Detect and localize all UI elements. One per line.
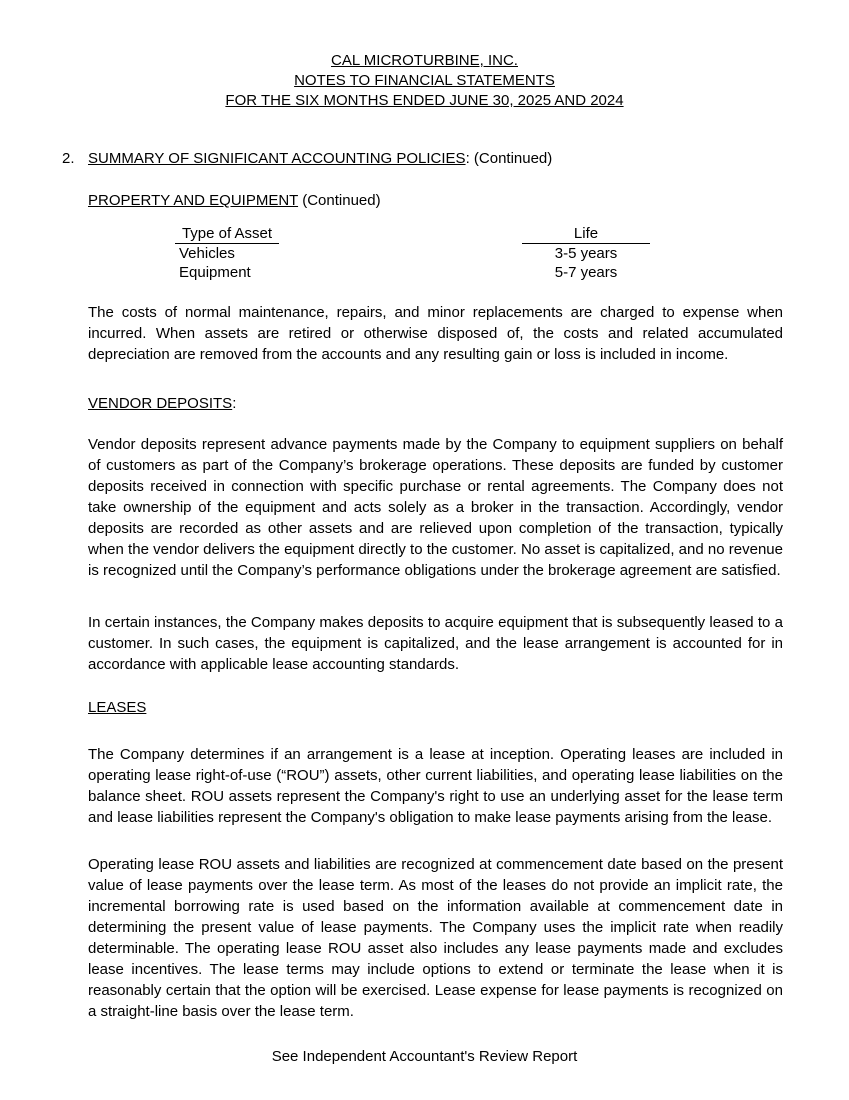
section-title: SUMMARY OF SIGNIFICANT ACCOUNTING POLICIES: (Continued) bbox=[88, 150, 553, 167]
document-body bbox=[62, 148, 783, 1022]
section-heading bbox=[62, 148, 783, 169]
table-header-row bbox=[175, 224, 783, 244]
column-header-type-of-asset: Type of Asset bbox=[175, 224, 279, 244]
review-report-footer: See Independent Accountant's Review Report bbox=[271, 1048, 578, 1065]
leases-paragraph-2: Operating lease ROU assets and liabilities are recognized at commencement date based on the present value of lease payments over the lease term. As most of the leases do not provide an implicit rate, the incremental borrowing rate is used based on the information available at commencement date in determining the present value of lease payments. The Company uses the implicit rate when readily determinable. The operating lease ROU asset also includes any lease payments made and excludes lease incentives. The lease terms may include options to extend or terminate the lease when it is reasonably certain that the option will be exercised. Lease expense for lease payments is recognized on a straight-line basis over the lease term. bbox=[88, 856, 783, 1020]
document-title: NOTES TO FINANCIAL STATEMENTS bbox=[294, 72, 555, 89]
maintenance-paragraph: The costs of normal maintenance, repairs, and minor replacements are charged to expense when incurred. When assets are retired or otherwise disposed of, the costs and related accumulated depreciation are removed from the accounts and any resulting gain or loss is included in income. bbox=[88, 304, 783, 363]
vendor-deposits-paragraph-2: In certain instances, the Company makes deposits to acquire equipment that is subsequently leased to a customer. In such cases, the equipment is capitalized, and the lease arrangement is accounted for in accordance with applicable lease accounting standards. bbox=[88, 614, 783, 673]
asset-life-table bbox=[175, 224, 783, 282]
period-line: FOR THE SIX MONTHS ENDED JUNE 30, 2025 AND 2024 bbox=[225, 92, 624, 109]
property-equipment-heading: PROPERTY AND EQUIPMENT (Continued) bbox=[88, 192, 381, 209]
life-cell: 3-5 years bbox=[554, 245, 618, 262]
company-name: CAL MICROTURBINE, INC. bbox=[331, 52, 518, 69]
asset-cell: Vehicles bbox=[179, 245, 235, 262]
life-cell: 5-7 years bbox=[554, 264, 618, 281]
vendor-deposits-paragraph-1: Vendor deposits represent advance payments made by the Company to equipment suppliers on behalf of customers as part of the Company’s brokerage operations. These deposits are funded by customer deposits received in connection with specific purchase or rental agreements. The Company does not take ownership of the equipment and acts solely as a broker in the transaction. Accordingly, vendor deposits are recorded as other assets and are relieved upon completion of the transaction, typically when the vendor delivers the equipment directly to the customer. No asset is capitalized, and no revenue is recognized until the Company’s performance obligations under the brokerage agreement are satisfied. bbox=[88, 436, 783, 579]
leases-heading: LEASES bbox=[88, 699, 147, 716]
table-row bbox=[175, 263, 783, 282]
table-row bbox=[175, 244, 783, 263]
section-number: 2. bbox=[62, 150, 75, 167]
leases-paragraph-1: The Company determines if an arrangement is a lease at inception. Operating leases are included in operating lease right-of-use (“ROU”) assets, other current liabilities, and operating lease liabilities on the balance sheet. ROU assets represent the Company's right to use an underlying asset for the lease term and lease liabilities represent the Company's obligation to make lease payments arising from the lease. bbox=[88, 746, 783, 826]
column-header-life: Life bbox=[522, 224, 650, 244]
document-header bbox=[0, 0, 849, 111]
asset-cell: Equipment bbox=[179, 264, 251, 281]
vendor-deposits-heading: VENDOR DEPOSITS: bbox=[88, 395, 237, 412]
